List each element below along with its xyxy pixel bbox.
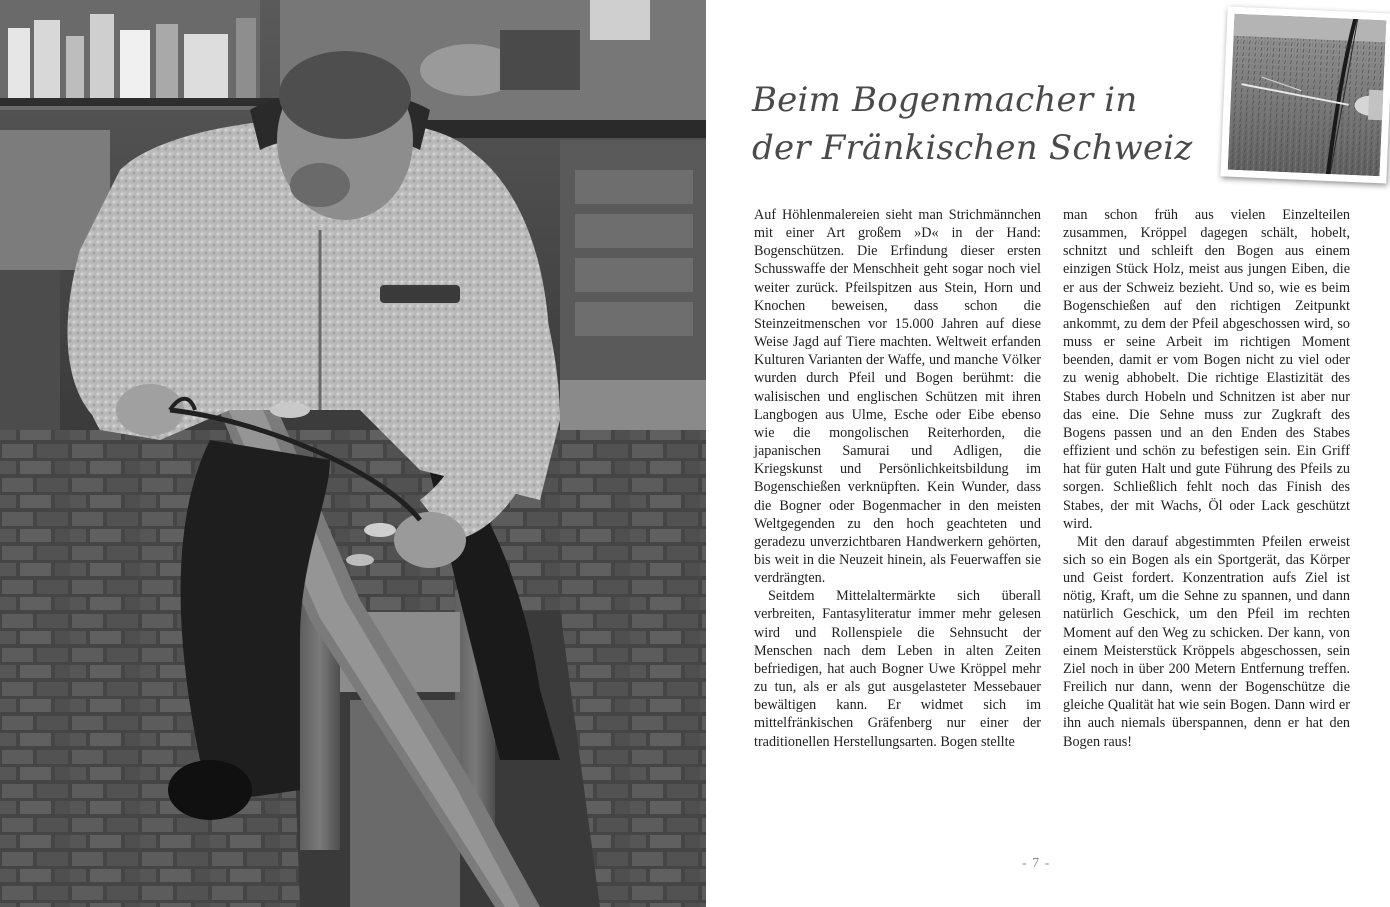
- article-paragraph: Auf Höhlenmalereien sieht man Strichmännchen mit einer Art großem »D« in der Hand: Bogenschützen. Die Erfindung dieser ersten Schusswaffe der Menschheit geht sogar noch viel weiter zurück. Pfeilspitzen aus Stein, Horn und Knochen beweisen, dass schon die Steinzeitmenschen vor 15.000 Jahren auf diese Weise Jagd auf Tiere machten. Weltweit erfanden Kulturen Varianten der Waffe, und manche Völker wurden durch Pfeil und Bogen berühmt: die walisischen und englischen Schützen mit ihren Langbogen aus Ulme, Esche oder Eibe ebenso wie die mongolischen Reiterhorden, die japanischen Samurai und Adligen, die Kriegskunst und Persönlichkeitsbildung im Bogenschießen verknüpften. Kein Wunder, dass die Bogner oder Bogenmacher in den meisten Weltgegenden zu den hoch geachteten und geradezu unverzichtbaren Handwerkern gehörten, bis weit in die Neuzeit hinein, als Feuerwaffen sie verdrängten.: [754, 207, 1041, 587]
- inset-photo-frame: [1220, 6, 1390, 183]
- article-column-1: [754, 206, 1041, 751]
- article-title: [752, 76, 1193, 172]
- article-page: [706, 0, 1390, 907]
- article-paragraph: man schon früh aus vielen Einzelteilen zusammen, Kröppel dagegen schält, hobelt, schnitzt und schleift den Bogen aus einem einzigen Stück Holz, meist aus jungen Eiben, die er aus der Schweiz bezieht. Und so, wie es beim Bogenschießen auf den richtigen Zeitpunkt ankommt, zu dem der Pfeil abgeschossen wird, so muss er seine Arbeit im richtigen Moment beenden, damit er vom Bogen nicht zu viel oder zu wenig abhobelt. Die richtige Elastizität des Stabes durch Hobeln und Schnitzen ist aber nur das eine. Die Sehne muss zur Zugkraft des Bogens passen und an den Enden des Stabes effizient und schön zu befestigen sein. Ein Griff hat für guten Halt und gute Führung des Pfeils zu sorgen. Schließlich fehlt noch das Finish des Stabes, der mit Wachs, Öl oder Lack geschützt wird.: [1063, 207, 1350, 532]
- archery-inset-photo: [1228, 14, 1387, 176]
- page-number: - 7 -: [1022, 856, 1051, 871]
- article-title-line-2: der Fränkischen Schweiz: [752, 128, 1193, 168]
- article-paragraph: Mit den darauf abgestimmten Pfeilen erweist sich so ein Bogen als ein Sportgerät, das Körper und Geist fordert. Konzentration aufs Ziel ist nötig, Kraft, um die Sehne zu spannen, und dann natürlich Geschick, um den Pfeil im rechten Moment auf den Weg zu schicken. Der kann, von einem Meisterstück Kröppels abgeschossen, sein Ziel noch in über 200 Metern Entfernung treffen. Freilich nur dann, wenn der Bogenschütze die gleiche Qualität hat wie sein Bogen. Dann wird er ihn auch niemals überspannen, denn er hat den Bogen raus!: [1063, 533, 1350, 750]
- article-column-2: [1063, 206, 1350, 751]
- article-title-line-1: Beim Bogenmacher in: [752, 80, 1138, 120]
- article-paragraph: Seitdem Mittelaltermärkte sich überall verbreiten, Fantasyliteratur immer mehr gelesen wird und Rollenspiele die Sehnsucht der Menschen nach dem Leben in alten Zeiten befriedigen, hat auch Bogner Uwe Kröppel mehr zu tun, als er als gut ausgelasteter Messebauer bewältigen kann. Er widmet sich im mittelfränkischen Gräfenberg nur einer der traditionellen Herstellungsarten. Bogen stellte: [754, 588, 1041, 750]
- article-body: [754, 206, 1350, 751]
